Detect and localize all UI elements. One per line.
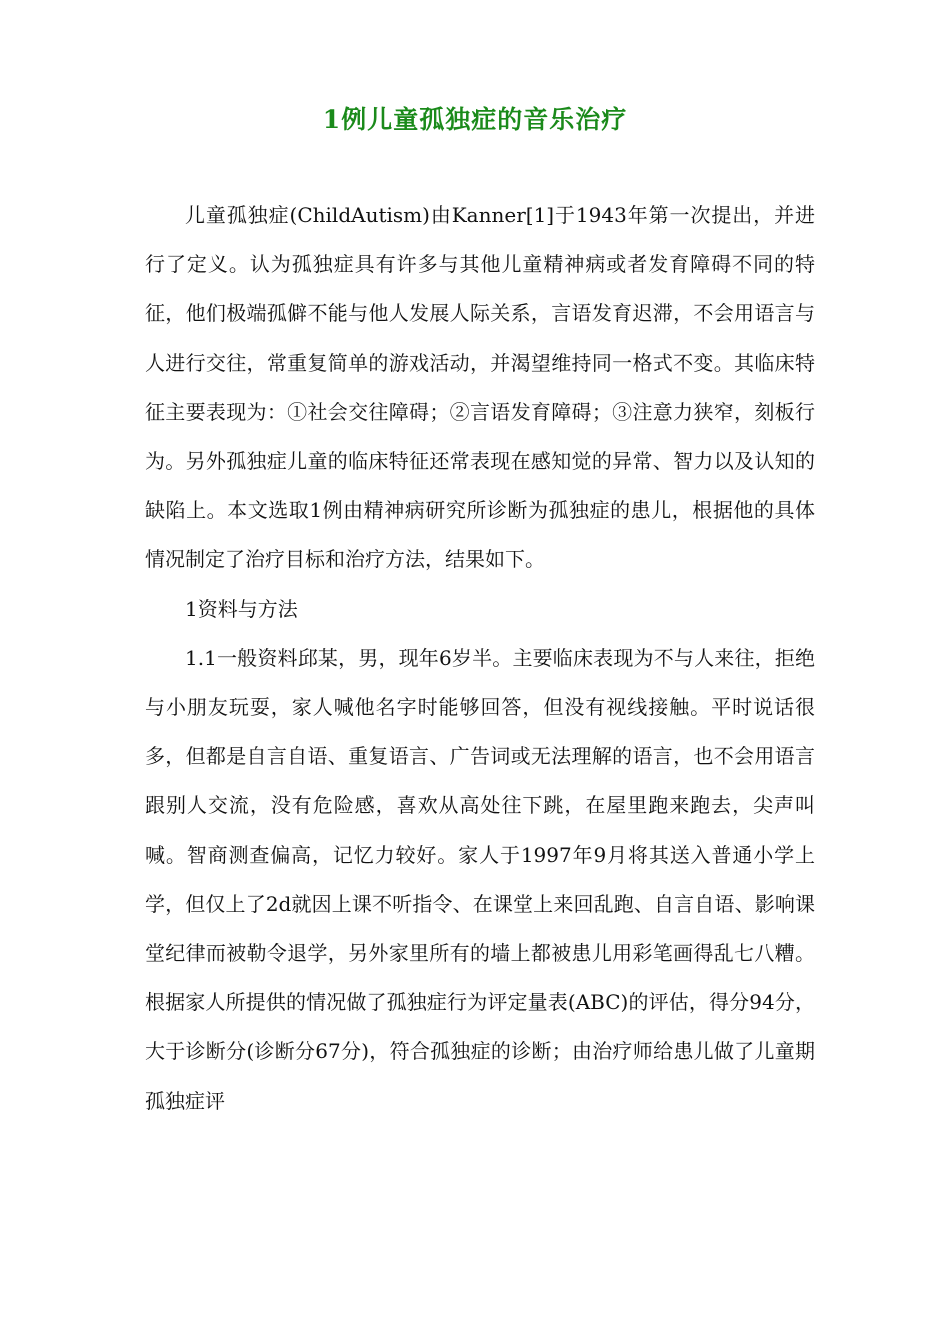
document-body	[145, 191, 815, 1126]
section-heading-materials-methods: 1资料与方法	[185, 596, 298, 621]
document-title: 1例儿童孤独症的音乐治疗	[322, 105, 628, 134]
paragraph-intro: 儿童孤独症(ChildAutism)由Kanner[1]于1943年第一次提出，并进行了定义。认为孤独症具有许多与其他儿童精神病或者发育障碍不同的特征，他们极端孤僻不能与他人发展人际关系，言语发育迟滞，不会用语言与人进行交往，常重复简单的游戏活动，并渴望维持同一格式不变。其临床特征主要表现为：①社会交往障碍；②言语发育障碍；③注意力狭窄，刻板行为。另外孤独症儿童的临床特征还常表现在感知觉的异常、智力以及认知的缺陷上。本文选取1例由精神病研究所诊断为孤独症的患儿，根据他的具体情况制定了治疗目标和治疗方法，结果如下。	[145, 203, 815, 572]
paragraph-general-data: 1.1一般资料邱某，男，现年6岁半。主要临床表现为不与人来往，拒绝与小朋友玩耍，家人喊他名字时能够回答，但没有视线接触。平时说话很多，但都是自言自语、重复语言、广告词或无法理解的语言，也不会用语言跟别人交流，没有危险感，喜欢从高处往下跳，在屋里跑来跑去，尖声叫喊。智商测查偏高，记忆力较好。家人于1997年9月将其送入普通小学上学，但仅上了2d就因上课不听指令、在课堂上来回乱跑、自言自语、影响课堂纪律而被勒令退学，另外家里所有的墙上都被患儿用彩笔画得乱七八糟。根据家人所提供的情况做了孤独症行为评定量表(ABC)的评估，得分94分，大于诊断分(诊断分67分)，符合孤独症的诊断；由治疗师给患儿做了儿童期孤独症评	[145, 645, 815, 1113]
